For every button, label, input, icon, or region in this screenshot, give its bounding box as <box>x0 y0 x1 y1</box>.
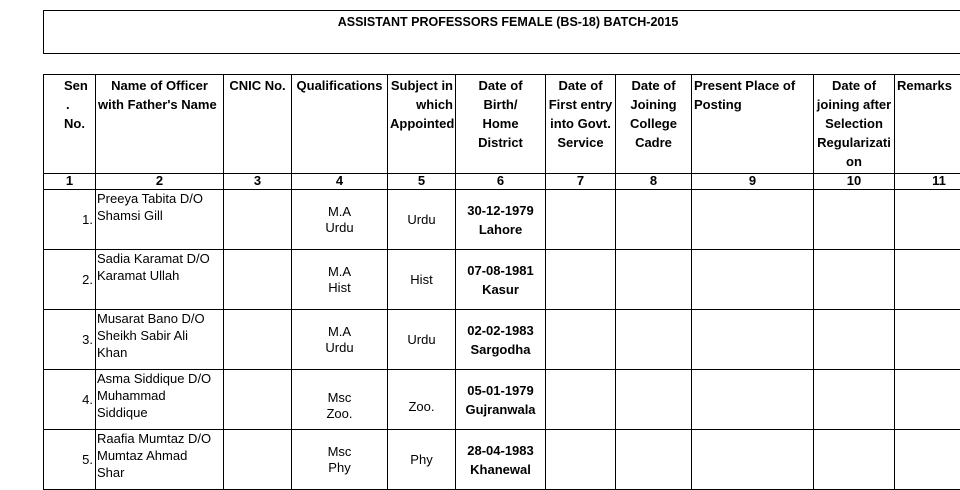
officers-table <box>43 74 960 490</box>
remarks-cell <box>895 250 960 310</box>
qualification-cell: M.A Urdu <box>292 310 388 370</box>
column-number: 6 <box>456 174 546 190</box>
remarks-cell <box>895 430 960 490</box>
column-number: 8 <box>616 174 692 190</box>
header-name-of-officer: Name of Officer with Father's Name <box>96 75 224 174</box>
dob-district-cell: 30-12-1979 Lahore <box>456 190 546 250</box>
column-number: 1 <box>44 174 96 190</box>
subject-cell: Phy <box>388 430 456 490</box>
serial-number: 4. <box>44 370 96 430</box>
first-entry-cell <box>546 310 616 370</box>
subject-cell: Zoo. <box>388 370 456 430</box>
remarks-cell <box>895 370 960 430</box>
header-cnic-no: CNIC No. <box>224 75 292 174</box>
present-posting-cell <box>692 310 814 370</box>
cnic-cell <box>224 370 292 430</box>
serial-number: 5. <box>44 430 96 490</box>
table-row <box>44 250 960 310</box>
present-posting-cell <box>692 370 814 430</box>
header-present-place: Present Place of Posting <box>692 75 814 174</box>
header-joining-after-selection: Date of joining after Selection Regularizati on <box>814 75 895 174</box>
first-entry-cell <box>546 190 616 250</box>
table-row <box>44 430 960 490</box>
joining-after-selection-cell <box>814 310 895 370</box>
serial-number: 3. <box>44 310 96 370</box>
first-entry-cell <box>546 430 616 490</box>
dob-district-cell: 28-04-1983 Khanewal <box>456 430 546 490</box>
column-number: 4 <box>292 174 388 190</box>
present-posting-cell <box>692 430 814 490</box>
officer-name: Asma Siddique D/O Muhammad Siddique <box>96 370 224 430</box>
header-first-entry: Date of First entry into Govt. Service <box>546 75 616 174</box>
table-row <box>44 310 960 370</box>
header-subject-appointed: Subject in which Appointed <box>388 75 456 174</box>
subject-cell: Urdu <box>388 310 456 370</box>
header-date-of-birth: Date of Birth/ Home District <box>456 75 546 174</box>
joining-after-selection-cell <box>814 190 895 250</box>
column-number: 9 <box>692 174 814 190</box>
first-entry-cell <box>546 370 616 430</box>
qualification-cell: M.A Hist <box>292 250 388 310</box>
header-sen-no: Sen . No. <box>44 75 96 174</box>
cnic-cell <box>224 310 292 370</box>
header-remarks: Remarks <box>895 75 960 174</box>
column-number: 3 <box>224 174 292 190</box>
present-posting-cell <box>692 250 814 310</box>
qualification-cell: Msc Phy <box>292 430 388 490</box>
header-qualifications: Qualifications <box>292 75 388 174</box>
column-number: 5 <box>388 174 456 190</box>
remarks-cell <box>895 190 960 250</box>
document-title-box <box>43 10 960 54</box>
qualification-cell: Msc Zoo. <box>292 370 388 430</box>
cnic-cell <box>224 190 292 250</box>
joining-after-selection-cell <box>814 250 895 310</box>
qualification-cell: M.A Urdu <box>292 190 388 250</box>
officer-name: Sadia Karamat D/O Karamat Ullah <box>96 250 224 310</box>
column-number-row <box>44 174 960 190</box>
dob-district-cell: 02-02-1983 Sargodha <box>456 310 546 370</box>
joining-cadre-cell <box>616 250 692 310</box>
column-number: 11 <box>895 174 960 190</box>
document-title: ASSISTANT PROFESSORS FEMALE (BS-18) BATCH-2015 <box>44 15 960 29</box>
subject-cell: Urdu <box>388 190 456 250</box>
serial-number: 1. <box>44 190 96 250</box>
cnic-cell <box>224 250 292 310</box>
table-header-row <box>44 75 960 174</box>
joining-cadre-cell <box>616 430 692 490</box>
joining-cadre-cell <box>616 190 692 250</box>
dob-district-cell: 05-01-1979 Gujranwala <box>456 370 546 430</box>
serial-number: 2. <box>44 250 96 310</box>
remarks-cell <box>895 310 960 370</box>
joining-after-selection-cell <box>814 370 895 430</box>
dob-district-cell: 07-08-1981 Kasur <box>456 250 546 310</box>
joining-after-selection-cell <box>814 430 895 490</box>
table-row <box>44 190 960 250</box>
officer-name: Preeya Tabita D/O Shamsi Gill <box>96 190 224 250</box>
header-joining-college-cadre: Date of Joining College Cadre <box>616 75 692 174</box>
column-number: 7 <box>546 174 616 190</box>
first-entry-cell <box>546 250 616 310</box>
joining-cadre-cell <box>616 310 692 370</box>
column-number: 2 <box>96 174 224 190</box>
officer-name: Raafia Mumtaz D/O Mumtaz Ahmad Shar <box>96 430 224 490</box>
subject-cell: Hist <box>388 250 456 310</box>
column-number: 10 <box>814 174 895 190</box>
present-posting-cell <box>692 190 814 250</box>
cnic-cell <box>224 430 292 490</box>
joining-cadre-cell <box>616 370 692 430</box>
officer-name: Musarat Bano D/O Sheikh Sabir Ali Khan <box>96 310 224 370</box>
table-row <box>44 370 960 430</box>
